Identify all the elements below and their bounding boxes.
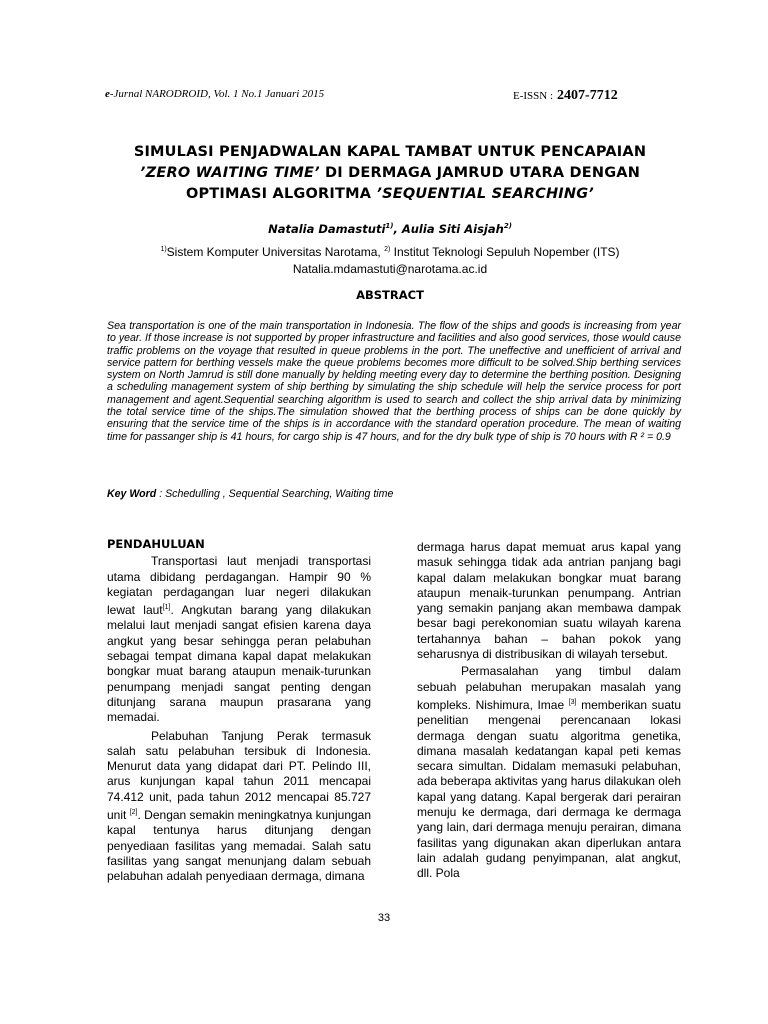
left-p1-text-a: Transportasi laut menjadi transportasi utama dibidang perdagangan. Hampir 90 % kegiatan perdagangan luar negeri dilakukan lewat laut (107, 554, 371, 618)
right-paragraph-2 (417, 664, 681, 881)
author-2: Aulia Siti Aisjah (401, 222, 504, 236)
keywords (107, 488, 681, 500)
issn-label: E-ISSN : (513, 90, 554, 102)
right-column (417, 540, 681, 882)
title-line-2 (100, 163, 680, 184)
keyword-text: : Schedulling , Sequential Searching, Waiting time (156, 488, 394, 500)
author-separator: , (393, 222, 402, 236)
keyword-label: Key Word (107, 488, 157, 500)
left-p2-text-a: Pelabuhan Tanjung Perak termasuk salah satu pelabuhan tersibuk di Indonesia. Menurut data yang didapat dari PT. Pelindo III, arus kunjungan kapal tahun 2011 mencapai 74.412 unit, pada tahun 2012 mencapai 85.727 unit (107, 728, 371, 823)
author-1: Natalia Damastuti (268, 222, 386, 236)
affiliation-line (100, 241, 680, 261)
author-email: Natalia.mdamastuti@narotama.ac.id (292, 262, 488, 276)
journal-prefix: e (105, 88, 110, 100)
author-1-sup: 1) (385, 222, 394, 231)
author-2-sup: 2) (503, 222, 512, 231)
abstract-text: Sea transportation is one of the main transportation in Indonesia. The flow of the ships and goods is increasing from year to year. If those increase is not supported by proper infrastructure and facilities and also good services, those would cause traffic problems on the voyage that resulted in queue problems in the port. The uneffective and unefficient of arrival and service pattern for berthing vessels make the queue problems becomes more difficult to be solved.Ship berthing services system on North Jamrud is still done manually by helding meeting every day to determine the berthing position. Designing a scheduling management system of ship berthing by simulating the ship schedule will help the service process for port management and agent.Sequential searching algorithm is used to search and collect the ship arrival data by minimizing the total service time of the ships.The simulation showed that the berthing process of ships can be done quickly by ensuring that the service time of the ships is in accordance with the standard operation procedure. The mean of waiting time for passanger ship is 41 hours, for cargo ship is 47 hours, and for the dry bulk type of ship is 70 hours with R ² = 0.9 (107, 320, 681, 443)
left-p2-text-b: . Dengan semakin meningkatnya kunjungan kapal tentunya harus ditunjang dengan penyediaan fasilitas yang memadai. Salah satu fasilitas yang sangat menunjang dalam sebuah pelabuhan adalah penyediaan dermaga, dimana (107, 808, 372, 884)
authors (100, 222, 680, 236)
left-paragraph-1 (107, 554, 371, 725)
affiliation-2-sup: 2) (384, 246, 391, 253)
paper-title (100, 142, 680, 205)
left-p1-text-b: . Angkutan barang yang dilakukan melalui laut menjadi sangat efisien karena daya angkut yang besar sehingga peran pelabuhan sebagai tempat dimana kapal dapat melakukan bongkar muat barang ataupun menaik-turunkan penumpang menjadi sangat penting dengan ditunjang sarana maupun prasarana yang memadai. (107, 603, 371, 725)
citation-ref: [3] (568, 698, 577, 706)
affiliation-1: Sistem Komputer Universitas Narotama, (166, 245, 385, 259)
affiliation-1-sup: 1) (160, 246, 167, 253)
title-line-3 (100, 184, 680, 205)
abstract-heading: ABSTRACT (356, 288, 424, 302)
right-p2-text-a: Permasalahan yang timbul dalam sebuah pelabuhan merupakan masalah yang kompleks. Nishimura, Imae (417, 664, 681, 712)
citation-ref: [2] (129, 809, 138, 817)
left-paragraph-2 (107, 729, 371, 885)
citation-ref: [1] (162, 604, 171, 612)
title-line-3-plain: OPTIMASI ALGORITMA (185, 186, 377, 202)
title-line-1: SIMULASI PENJADWALAN KAPAL TAMBAT UNTUK PENCAPAIAN (133, 144, 647, 160)
title-line-2-rest: DI DERMAGA JAMRUD UTARA DENGAN (319, 165, 641, 181)
left-column (107, 537, 371, 885)
right-p2-text-b: memberikan suatu penelitian mengenai perencanaan lokasi dermaga dengan suatu algoritma genetika, dimana masalah kedatangan kapal peti kemas secara simultan. Didalam memasuki pelabuhan, ada beberapa aktivitas yang harus dilakukan oleh kapal yang datang. Kapal bergerak dari perairan menuju ke dermaga, dari dermaga ke dermaga yang lain, dari dermaga menuju perairan, dimana fasilitas yang digunakan akan diperlukan antara lain adalah gudang penyimpanan, alat angkut, dll. Pola (417, 697, 682, 881)
issn-header (513, 88, 618, 104)
title-line-2-italic: ’ZERO WAITING TIME’ (139, 165, 320, 181)
journal-header (105, 88, 324, 100)
section-title: PENDAHULUAN (107, 537, 205, 551)
affiliations (100, 241, 680, 278)
page-number: 33 (377, 912, 391, 924)
journal-name: -Jurnal NARODROID, Vol. 1 No.1 Januari 2015 (109, 88, 325, 100)
title-line-3-italic: ’SEQUENTIAL SEARCHING’ (376, 186, 595, 202)
issn-number: 2407-7712 (557, 88, 618, 103)
affiliation-2: Institut Teknologi Sepuluh Nopember (ITS) (390, 245, 620, 259)
right-paragraph-1: dermaga harus dapat memuat arus kapal yang masuk sehingga tidak ada antrian panjang bagi kapal dalam melakukan bongkar muat barang ataupun menaik-turunkan penumpang. Antrian yang semakin panjang akan membawa dampak besar bagi perekonomian suatu wilayah karena tertahannya bahan – bahan pokok yang seharusnya di distribusikan di wilayah tersebut. (417, 540, 681, 662)
